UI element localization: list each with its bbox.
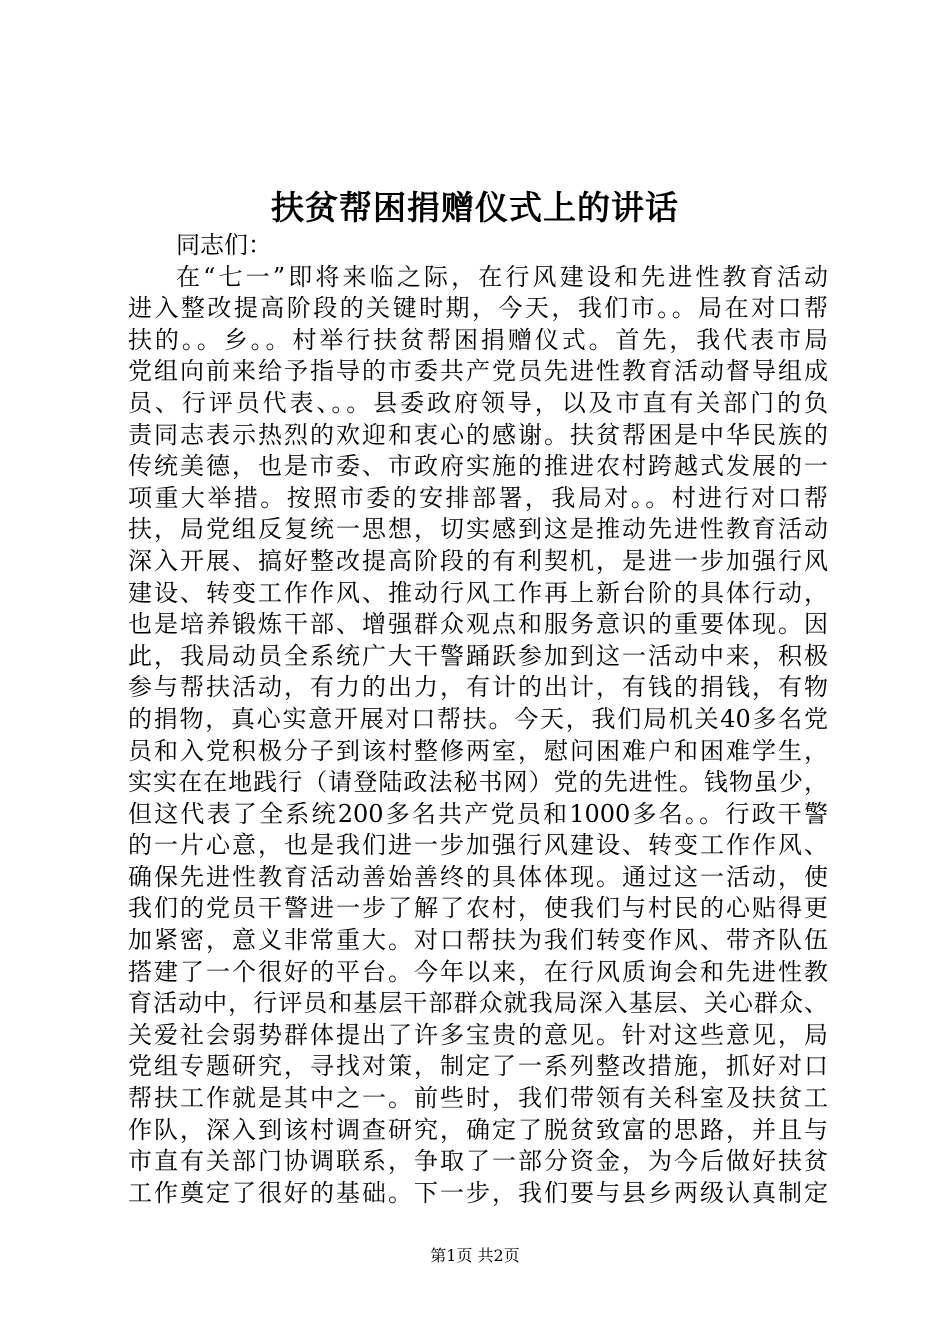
paragraph-line: 关爱社会弱势群体提出了许多宝贵的意见。针对这些意见，局 (128, 1020, 828, 1049)
paragraph-line: 搭建了一个很好的平台。今年以来，在行风质询会和先进性教 (128, 957, 828, 986)
paragraph-line: 作队，深入到该村调查研究，确定了脱贫致富的思路，并且与 (128, 1115, 828, 1144)
paragraph-line: 此，我局动员全系统广大干警踊跃参加到这一活动中来，积极 (128, 641, 828, 670)
paragraph-line: 确保先进性教育活动善始善终的具体体现。通过这一活动，使 (128, 862, 828, 891)
paragraph-line: 参与帮扶活动，有力的出力，有计的出计，有钱的捐钱，有物 (128, 673, 828, 702)
paragraph-line: 我们的党员干警进一步了解了农村，使我们与村民的心贴得更 (128, 894, 828, 923)
paragraph-line: 员和入党积极分子到该村整修两室，慰问困难户和困难学生， (128, 736, 828, 765)
paragraph-line: 责同志表示热烈的欢迎和衷心的感谢。扶贫帮困是中华民族的 (128, 420, 828, 449)
salutation: 同志们： (176, 231, 272, 259)
paragraph-line: 的一片心意，也是我们进一步加强行风建设、转变工作作风、 (128, 831, 828, 860)
paragraph-line: 党组向前来给予指导的市委共产党员先进性教育活动督导组成 (128, 357, 828, 386)
paragraph-line: 扶，局党组反复统一思想，切实感到这是推动先进性教育活动 (128, 515, 828, 544)
paragraph-line: 加紧密，意义非常重大。对口帮扶为我们转变作风、带齐队伍 (128, 926, 828, 955)
page-footer: 第1页 共2页 (430, 1246, 520, 1265)
paragraph-line: 市直有关部门协调联系，争取了一部分资金，为今后做好扶贫 (128, 1147, 828, 1176)
paragraph-line: 扶的。。乡。。村举行扶贫帮困捐赠仪式。首先，我代表市局 (128, 325, 828, 354)
paragraph-line: 项重大举措。按照市委的安排部署，我局对。。村进行对口帮 (128, 483, 828, 512)
paragraph-line: 但这代表了全系统200多名共产党员和1000多名。。行政干警 (128, 799, 828, 828)
paragraph-line: 实实在在地践行（请登陆政法秘书网）党的先进性。钱物虽少， (128, 768, 828, 797)
paragraph-line: 工作奠定了很好的基础。下一步，我们要与县乡两级认真制定 (128, 1178, 828, 1207)
paragraph-line: 党组专题研究，寻找对策，制定了一系列整改措施，抓好对口 (128, 1052, 828, 1081)
paragraph-line: 传统美德，也是市委、市政府实施的推进农村跨越式发展的一 (128, 452, 828, 481)
paragraph-line: 帮扶工作就是其中之一。前些时，我们带领有关科室及扶贫工 (128, 1084, 828, 1113)
paragraph-line: 员、行评员代表、。。县委政府领导，以及市直有关部门的负 (128, 388, 828, 417)
paragraph-line: 深入开展、搞好整改提高阶段的有利契机，是进一步加强行风 (128, 546, 828, 575)
document-title: 扶贫帮困捐赠仪式上的讲话 (271, 188, 679, 227)
document-body (128, 230, 828, 1209)
paragraph-line: 进入整改提高阶段的关键时期，今天，我们市。。局在对口帮 (128, 294, 828, 323)
paragraph-line: 的捐物，真心实意开展对口帮扶。今天，我们局机关40多名党 (128, 704, 828, 733)
paragraph-line: 建设、转变工作作风、推动行风工作再上新台阶的具体行动， (128, 578, 828, 607)
paragraph-line: 育活动中，行评员和基层干部群众就我局深入基层、关心群众、 (128, 989, 828, 1018)
paragraph-line: 在“七一”即将来临之际，在行风建设和先进性教育活动 (176, 262, 828, 291)
paragraph-line: 也是培养锻炼干部、增强群众观点和服务意识的重要体现。因 (128, 610, 828, 639)
